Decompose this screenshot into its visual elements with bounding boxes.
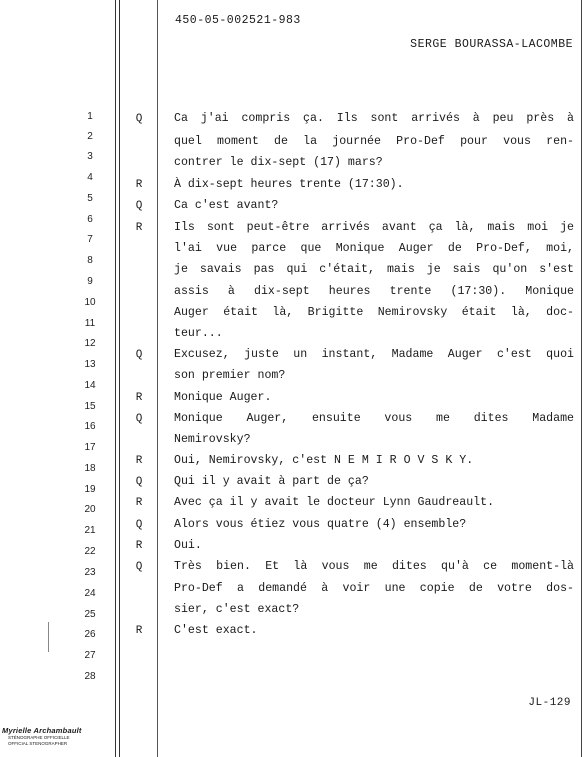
line-number: 22 xyxy=(84,546,96,557)
transcript-line: Très bien. Et là vous me dites qu'à ce moment-là xyxy=(174,560,574,573)
line-number: 4 xyxy=(87,172,93,183)
speaker-marker: R xyxy=(135,540,143,552)
transcript-line: Auger était là, Brigitte Nemirovsky était là, doc- xyxy=(174,306,574,319)
line-number: 12 xyxy=(84,338,96,349)
line-number: 8 xyxy=(87,255,93,266)
transcript-line: Avec ça il y avait le docteur Lynn Gaudreault. xyxy=(174,496,495,509)
line-number: 10 xyxy=(84,297,96,308)
speaker-marker: R xyxy=(135,222,143,234)
line-number: 24 xyxy=(84,588,96,599)
line-number: 15 xyxy=(84,401,96,412)
line-number: 2 xyxy=(87,131,93,142)
line-number: 6 xyxy=(87,214,93,225)
transcript-line: Ca c'est avant? xyxy=(174,199,279,212)
line-number: 9 xyxy=(87,276,93,287)
margin-rule xyxy=(115,0,116,757)
transcript-line: Ils sont peut-être arrivés avant ça là, mais moi je xyxy=(174,221,574,234)
transcript-line: Monique Auger, ensuite vous me dites Madame xyxy=(174,412,574,425)
transcript-line: Nemirovsky? xyxy=(174,433,251,446)
line-number: 25 xyxy=(84,609,96,620)
transcript-line: Ca j'ai compris ça. Ils sont arrivés à peu près à xyxy=(174,112,574,125)
speaker-marker: Q xyxy=(135,113,143,125)
line-number: 7 xyxy=(87,234,93,245)
transcript-line: je savais pas qui c'était, mais je sais qu'on s'est xyxy=(174,263,574,276)
transcript-line: assis à dix-sept heures trente (17:30). Monique xyxy=(174,285,574,298)
transcript-line: Oui, Nemirovsky, c'est N E M I R O V S K Y. xyxy=(174,454,474,467)
speaker-marker: R xyxy=(135,179,143,191)
line-number: 27 xyxy=(84,650,96,661)
margin-rule xyxy=(119,0,120,757)
scan-mark xyxy=(48,622,49,652)
stenographer-title-fr: STÉNOGRAPHE OFFICIELLE xyxy=(8,735,70,740)
case-number: 450-05-002521-983 xyxy=(175,14,301,27)
transcript-line: teur... xyxy=(174,327,223,340)
stenographer-stamp xyxy=(2,726,102,747)
line-number: 28 xyxy=(84,671,96,682)
transcript-line: quel moment de la journée Pro-Def pour vous ren- xyxy=(174,135,574,148)
line-number: 16 xyxy=(84,421,96,432)
line-number: 1 xyxy=(87,111,93,122)
transcript-line: Oui. xyxy=(174,539,202,552)
line-number: 14 xyxy=(84,380,96,391)
transcript-line: sier, c'est exact? xyxy=(174,603,300,616)
right-rule xyxy=(581,0,582,757)
transcript-line: C'est exact. xyxy=(174,624,258,637)
stenographer-name: Myrielle Archambault xyxy=(2,726,82,735)
line-number: 21 xyxy=(84,525,96,536)
speaker-marker: Q xyxy=(135,561,143,573)
line-number: 11 xyxy=(84,318,96,329)
line-number: 26 xyxy=(84,629,96,640)
line-number: 19 xyxy=(84,484,96,495)
speaker-marker: R xyxy=(135,497,143,509)
transcript-line: Qui il y avait à part de ça? xyxy=(174,475,369,488)
line-number: 5 xyxy=(87,193,93,204)
margin-rule xyxy=(157,0,158,757)
transcript-line: À dix-sept heures trente (17:30). xyxy=(174,178,404,191)
line-number: 20 xyxy=(84,504,96,515)
speaker-marker: Q xyxy=(135,519,143,531)
transcript-line: l'ai vue parce que Monique Auger de Pro-Def, moi, xyxy=(174,242,574,255)
speaker-marker: Q xyxy=(135,413,143,425)
line-number: 17 xyxy=(84,442,96,453)
stenographer-title-en: OFFICIAL STENOGRAPHER xyxy=(8,741,68,746)
speaker-marker: Q xyxy=(135,349,143,361)
line-number: 18 xyxy=(84,463,96,474)
line-number: 23 xyxy=(84,567,96,578)
line-number: 13 xyxy=(84,359,96,370)
transcript-line: Monique Auger. xyxy=(174,391,272,404)
speaker-marker: Q xyxy=(135,476,143,488)
speaker-marker: R xyxy=(135,392,143,404)
line-number: 3 xyxy=(87,151,93,162)
speaker-marker: R xyxy=(135,455,143,467)
transcript-line: Pro-Def a demandé à voir une copie de votre dos- xyxy=(174,582,574,595)
speaker-marker: Q xyxy=(135,200,143,212)
transcript-line: contrer le dix-sept (17) mars? xyxy=(174,156,383,169)
transcript-line: Alors vous étiez vous quatre (4) ensemble? xyxy=(174,518,467,531)
transcript-line: Excusez, juste un instant, Madame Auger c'est quoi xyxy=(174,348,574,361)
speaker-marker: R xyxy=(135,625,143,637)
page-code: JL-129 xyxy=(528,697,571,709)
witness-name: SERGE BOURASSA-LACOMBE xyxy=(410,38,573,51)
transcript-line: son premier nom? xyxy=(174,369,286,382)
